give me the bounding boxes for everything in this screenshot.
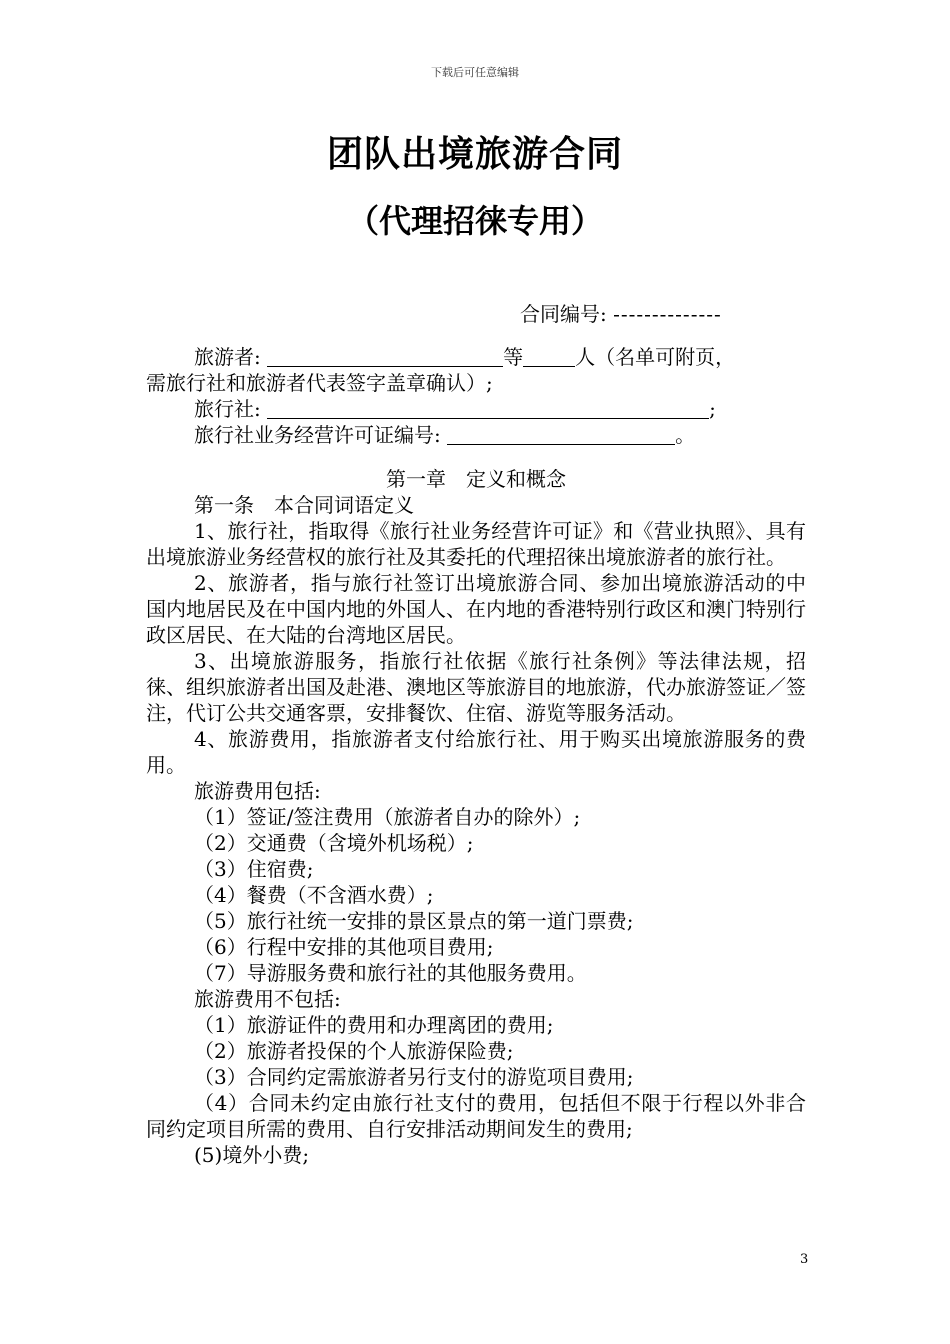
agency-tail: ; [709, 397, 716, 421]
contract-number [520, 298, 722, 327]
definition-3: 3、出境旅游服务，指旅行社依据《旅行社条例》等法律法规，招徕、组织旅游者出国及赴港、澳地区等旅游目的地旅游，代办旅游签证／签注，代订公共交通客票，安排餐饮、住宿、游览等服务活动。 [146, 649, 806, 725]
traveler-name-blank[interactable] [267, 346, 503, 367]
page-header: 下载后可任意编辑 [431, 66, 519, 79]
includes-title: 旅游费用包括: [194, 779, 321, 803]
page-number: 3 [800, 1252, 809, 1267]
traveler-count-blank[interactable] [523, 346, 575, 367]
license-line [146, 422, 806, 448]
contract-number-value: -------------- [613, 302, 722, 326]
agency-label: 旅行社: [194, 397, 261, 421]
excludes-item-5: (5)境外小费; [194, 1143, 310, 1167]
document-subtitle: （代理招徕专用） [346, 202, 603, 240]
article-heading: 第一条 本合同词语定义 [194, 493, 414, 517]
document-body [146, 344, 806, 1168]
traveler-label: 旅游者: [194, 345, 261, 369]
excludes-item: （1）旅游证件的费用和办理离团的费用; [194, 1013, 554, 1037]
chapter-heading: 第一章 定义和概念 [386, 467, 566, 491]
includes-item: （6）行程中安排的其他项目费用; [194, 935, 494, 959]
includes-item: （3）住宿费; [194, 857, 314, 881]
includes-item: （2）交通费（含境外机场税）; [194, 831, 474, 855]
license-number-blank[interactable] [447, 424, 675, 445]
traveler-line [146, 344, 806, 370]
traveler-line-2: 需旅行社和旅游者代表签字盖章确认）; [146, 371, 493, 395]
includes-item: （5）旅行社统一安排的景区景点的第一道门票费; [194, 909, 634, 933]
traveler-tail: 人（名单可附页， [575, 345, 736, 369]
definition-2: 2、旅游者，指与旅行社签订出境旅游合同、参加出境旅游活动的中国内地居民及在中国内地的外国人、在内地的香港特别行政区和澳门特别行政区居民、在大陆的台湾地区居民。 [146, 571, 806, 647]
definition-1: 1、旅行社，指取得《旅行社业务经营许可证》和《营业执照》、具有出境旅游业务经营权的旅行社及其委托的代理招徕出境旅游者的旅行社。 [146, 519, 806, 569]
excludes-item: （3）合同约定需旅游者另行支付的游览项目费用; [194, 1065, 634, 1089]
license-label: 旅行社业务经营许可证编号: [194, 423, 441, 447]
excludes-title: 旅游费用不包括: [194, 987, 341, 1011]
contract-number-label: 合同编号: [520, 302, 607, 326]
excludes-item: （2）旅游者投保的个人旅游保险费; [194, 1039, 514, 1063]
agency-line [146, 396, 806, 422]
document-title: 团队出境旅游合同 [326, 134, 623, 175]
includes-item: （4）餐费（不含酒水费）; [194, 883, 434, 907]
excludes-item-4: （4）合同未约定由旅行社支付的费用，包括但不限于行程以外非合同约定项目所需的费用、自行安排活动期间发生的费用; [146, 1091, 806, 1141]
traveler-mid: 等 [503, 345, 524, 369]
definition-4: 4、旅游费用，指旅游者支付给旅行社、用于购买出境旅游服务的费用。 [146, 727, 806, 777]
agency-name-blank[interactable] [267, 398, 709, 419]
includes-item: （1）签证/签注费用（旅游者自办的除外）; [194, 805, 581, 829]
license-tail: 。 [675, 423, 696, 447]
includes-item: （7）导游服务费和旅行社的其他服务费用。 [194, 961, 587, 985]
